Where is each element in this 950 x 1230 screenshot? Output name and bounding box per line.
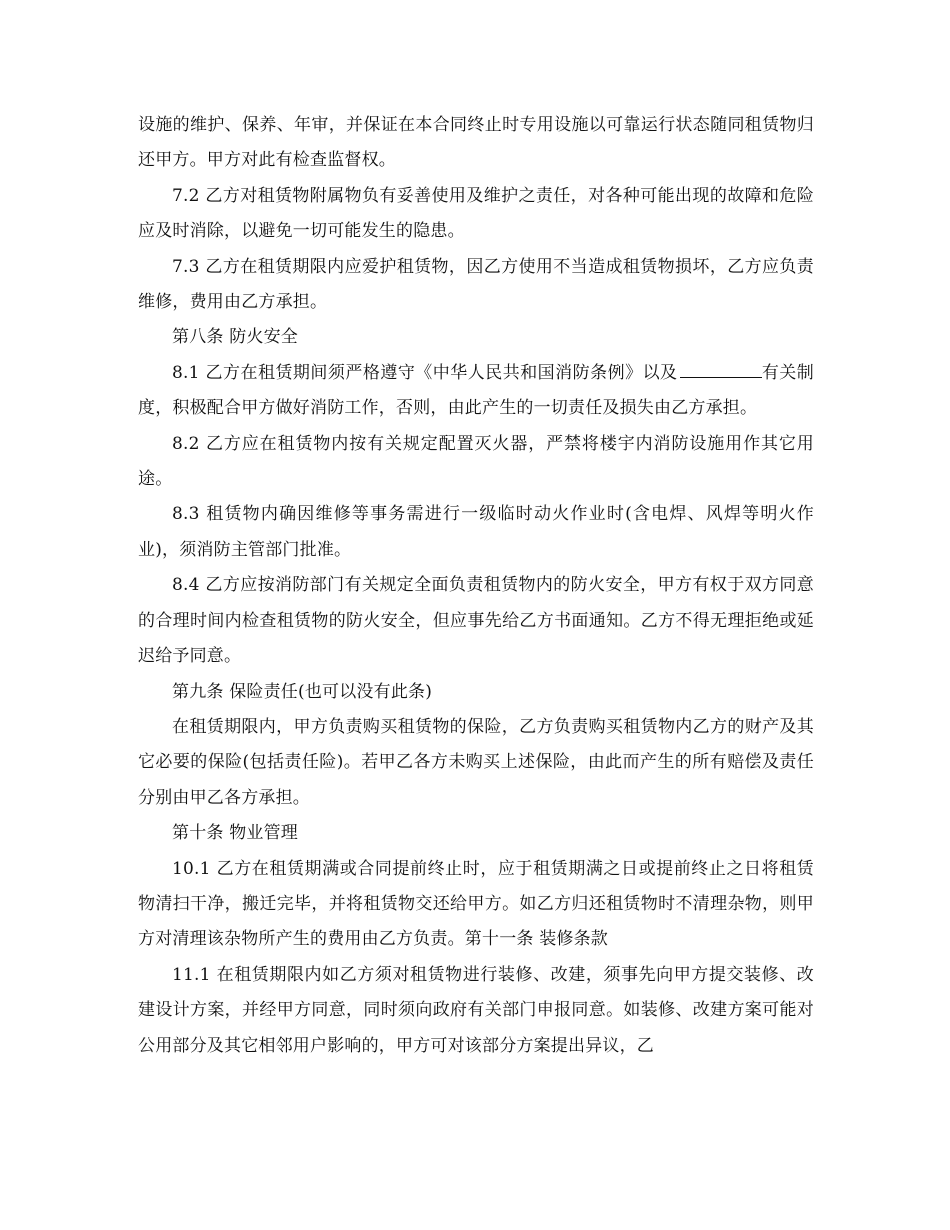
fill-in-blank-line <box>680 359 762 378</box>
paragraph-7-2: 7.2 乙方对租赁物附属物负有妥善使用及维护之责任，对各种可能出现的故障和危险应及时消除，以避免一切可能发生的隐患。 <box>138 185 814 242</box>
article-10-heading: 第十条 物业管理 <box>172 823 299 844</box>
article-9-heading: 第九条 保险责任(也可以没有此条) <box>172 681 433 702</box>
paragraph-8-1 <box>138 356 814 427</box>
paragraph-8-1-before-blank: 8.1 乙方在租赁期间须严格遵守《中华人民共和国消防条例》以及 <box>172 362 678 383</box>
article-8-heading: 第八条 防火安全 <box>172 327 299 348</box>
paragraph-8-1-after-blank: 有关制度，积极配合甲方做好消防工作，否则，由此产生的一切责任及损失由乙方承担。 <box>138 362 814 419</box>
paragraph-8-4: 8.4 乙方应按消防部门有关规定全面负责租赁物内的防火安全，甲方有权于双方同意的合理时间内检查租赁物的防火安全，但应事先给乙方书面通知。乙方不得无理拒绝或延迟给予同意。 <box>138 575 814 667</box>
paragraph-7-3: 7.3 乙方在租赁期限内应爱护租赁物，因乙方使用不当造成租赁物损坏，乙方应负责维修，费用由乙方承担。 <box>138 256 814 313</box>
paragraph-8-2: 8.2 乙方应在租赁物内按有关规定配置灭火器，严禁将楼宇内消防设施用作其它用途。 <box>138 433 814 490</box>
paragraph-11-1: 11.1 在租赁期限内如乙方须对租赁物进行装修、改建，须事先向甲方提交装修、改建设计方案，并经甲方同意，同时须向政府有关部门申报同意。如装修、改建方案可能对公用部分及其它相邻用户影响的，甲方可对该部分方案提出异议，乙 <box>138 964 814 1056</box>
document-body <box>138 108 814 1064</box>
paragraph-7-1-continued: 设施的维护、保养、年审，并保证在本合同终止时专用设施以可靠运行状态随同租赁物归还甲方。甲方对此有检查监督权。 <box>138 115 814 171</box>
paragraph-8-3: 8.3 租赁物内确因维修等事务需进行一级临时动火作业时(含电焊、风焊等明火作业)，须消防主管部门批准。 <box>138 504 814 560</box>
paragraph-10-1: 10.1 乙方在租赁期满或合同提前终止时，应于租赁期满之日或提前终止之日将租赁物清扫干净，搬迁完毕，并将租赁物交还给甲方。如乙方归还租赁物时不清理杂物，则甲方对清理该杂物所产生的费用由乙方负责。第十一条 装修条款 <box>138 858 814 950</box>
paragraph-9: 在租赁期限内，甲方负责购买租赁物的保险，乙方负责购买租赁物内乙方的财产及其它必要的保险(包括责任险)。若甲乙各方未购买上述保险，由此而产生的所有赔偿及责任分别由甲乙各方承担。 <box>138 716 814 808</box>
